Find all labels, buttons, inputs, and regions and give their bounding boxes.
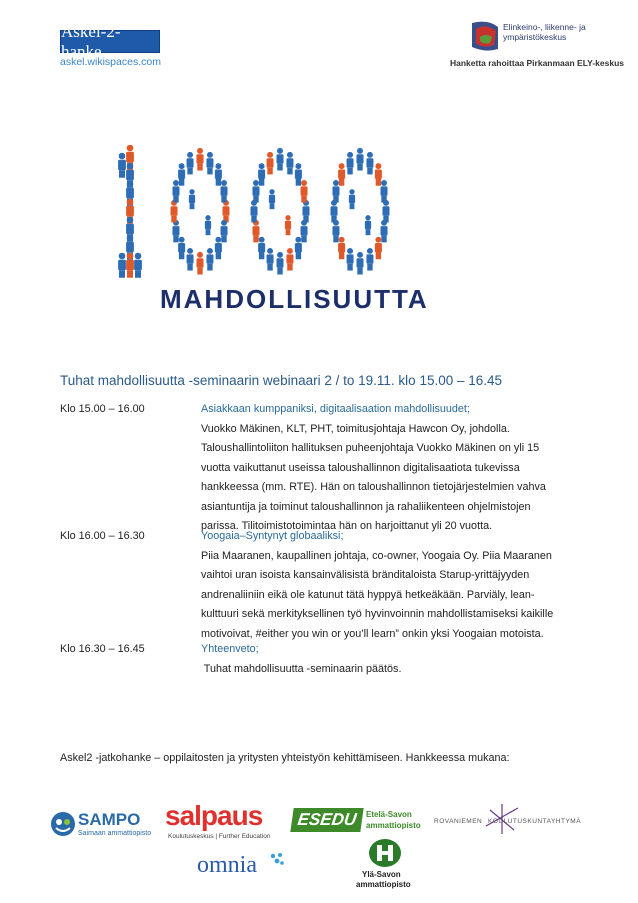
person-figure	[170, 200, 177, 223]
session-line: Piia Maaranen, kaupallinen johtaja, co-owner, Yoogaia Oy. Piia Maaranen	[201, 549, 552, 562]
session-topic: Yhteenveto;	[201, 643, 259, 655]
sampo-name: SAMPO	[78, 810, 141, 829]
person-figure	[258, 237, 265, 260]
sampo-icon	[50, 811, 76, 837]
funding-note: Hanketta rahoittaa Pirkanmaan ELY-keskus	[449, 58, 624, 68]
omnia-name: omnia	[197, 852, 257, 878]
session-line: andrenaliiniin eikä ole katunut tätä hyppyä hetkeäkään. Parviäly, lean-	[201, 588, 535, 601]
person-figure	[269, 189, 275, 209]
person-figure	[382, 200, 389, 223]
person-figure	[301, 180, 308, 203]
person-figure	[222, 200, 229, 223]
session-line: kulttuuri sekä merkityksellinen työ hyvinvoinnin mahdollistamiseksi kaikille	[201, 608, 554, 620]
esedu-name: ESEDU	[290, 808, 363, 832]
person-figure	[178, 163, 185, 186]
sampo-sub: Saimaan ammattiopisto	[78, 830, 152, 837]
person-figure	[126, 253, 134, 278]
partner-esedu	[292, 808, 420, 838]
session-line: Tuhat mahdollisuutta -seminaarin päätös.	[201, 662, 402, 675]
session-line: Taloushallintoliiton hallituksen puheenjohtaja Vuokko Mäkinen on yli 15	[201, 442, 540, 454]
session-content	[201, 400, 601, 537]
person-figure	[286, 152, 293, 175]
person-figure	[330, 200, 337, 223]
ylasavo-name1: Ylä-Savon	[362, 870, 401, 879]
person-figure	[267, 152, 274, 175]
ely-name: Elinkeino-, liikenne- ja ympäristökeskus	[503, 22, 586, 42]
session-line: asiantuntija ja toiminut taloushallinnon ja rahaliikenteen ohjelmistojen	[201, 500, 531, 513]
session-time: Klo 15.00 – 16.00	[60, 403, 145, 415]
partner-rovaniemi	[434, 804, 604, 836]
ylasavo-emblem-icon	[368, 838, 402, 868]
session-time: Klo 16.30 – 16.45	[60, 643, 145, 655]
session-line: Vuokko Mäkinen, KLT, PHT, toimitusjohtaja Hawcon Oy, johdolla.	[201, 422, 510, 435]
person-figure	[381, 180, 388, 203]
askel-logo: Askel-2-hanke	[60, 30, 160, 53]
esedu-sub2: ammattiopisto	[366, 821, 421, 830]
webinar-title: Tuhat mahdollisuutta -seminaarin webinaari 2 / to 19.11. klo 15.00 – 16.45	[60, 373, 503, 388]
person-figure	[258, 163, 265, 186]
person-figure	[302, 200, 309, 223]
person-figure	[285, 215, 291, 235]
person-figure	[332, 180, 339, 203]
person-figure	[172, 180, 179, 203]
session-content	[201, 640, 601, 679]
person-figure	[338, 163, 345, 186]
salpaus-name: salpaus	[165, 800, 263, 831]
session-topic: Asiakkaan kumppaniksi, digitaalisaation mahdollisuudet;	[201, 403, 470, 415]
person-figure	[286, 248, 293, 271]
session-line: vuotta vaikuttanut useissa taloushallinnon digitalisaatiota tukevissa	[201, 461, 520, 474]
person-figure	[338, 237, 345, 260]
ylasavo-name2: ammattiopisto	[356, 880, 411, 889]
person-figure	[332, 220, 339, 243]
project-intro: Askel2 -jatkohanke – oppilaitosten ja yritysten yhteistyön kehittämiseen. Hankkeessa mukana:	[60, 752, 510, 764]
person-figure	[365, 215, 371, 235]
person-figure	[301, 220, 308, 243]
person-figure	[267, 248, 274, 271]
person-figure	[356, 252, 363, 275]
person-figure	[347, 152, 354, 175]
rovaniemi-name: ROVANIEMEN	[434, 818, 483, 825]
person-figure	[206, 152, 213, 175]
person-figure	[205, 215, 211, 235]
person-figure	[295, 163, 302, 186]
session-topic: Yoogaia–Syntynyt globaaliksi;	[201, 530, 344, 542]
person-figure	[206, 248, 213, 271]
omnia-dots-icon	[269, 852, 285, 868]
session-line: vaihtoi uran isoista kansainvälisistä bränditaloista Starup-yrittäjyyden	[201, 569, 530, 581]
person-figure	[215, 237, 222, 260]
person-figure	[356, 148, 363, 171]
partner-sampo	[50, 805, 152, 845]
person-figure	[196, 252, 203, 275]
hero-word: MAHDOLLISUUTTA	[160, 284, 429, 314]
person-figure	[118, 253, 126, 278]
person-figure	[187, 248, 194, 271]
person-figure	[172, 220, 179, 243]
person-figure	[252, 180, 259, 203]
person-figure	[189, 189, 195, 209]
person-figure	[366, 152, 373, 175]
partner-ylasavo	[356, 838, 416, 890]
session-content	[201, 527, 601, 644]
person-figure	[276, 148, 283, 171]
rovaniemi-sub: KOULUTUSKUNTAYHTYMÄ	[488, 818, 582, 825]
person-figure	[295, 237, 302, 260]
session-line: hankkeessa (mm. RTE). Hän on taloushallinnon tietojärjestelmien vahva	[201, 481, 546, 493]
person-figure	[134, 253, 142, 278]
session-line: motivoivat, #either you win or you’ll learn” onkin yksi Yoogaian motoista.	[201, 627, 544, 640]
salpaus-sub: Koulutuskeskus | Further Education	[168, 833, 271, 840]
person-figure	[221, 220, 228, 243]
person-figure	[215, 163, 222, 186]
partner-omnia	[197, 852, 289, 882]
person-figure	[221, 180, 228, 203]
person-figure	[347, 248, 354, 271]
esedu-sub1: Etelä-Savon	[366, 810, 412, 819]
session-time: Klo 16.00 – 16.30	[60, 530, 145, 542]
person-figure	[118, 153, 126, 178]
person-figure	[349, 189, 355, 209]
partner-salpaus	[165, 800, 275, 845]
person-figure	[366, 248, 373, 271]
person-figure	[276, 252, 283, 275]
person-figure	[178, 237, 185, 260]
person-figure	[196, 148, 203, 171]
person-figure	[250, 200, 257, 223]
site-url[interactable]: askel.wikispaces.com	[60, 56, 161, 68]
person-figure	[187, 152, 194, 175]
person-figure	[381, 220, 388, 243]
person-figure	[375, 237, 382, 260]
person-figure	[375, 163, 382, 186]
person-figure	[252, 220, 259, 243]
session-line: parissa. Tilitoimistotoimintaa hän on harjoittanut yli 20 vuotta.	[201, 520, 493, 532]
